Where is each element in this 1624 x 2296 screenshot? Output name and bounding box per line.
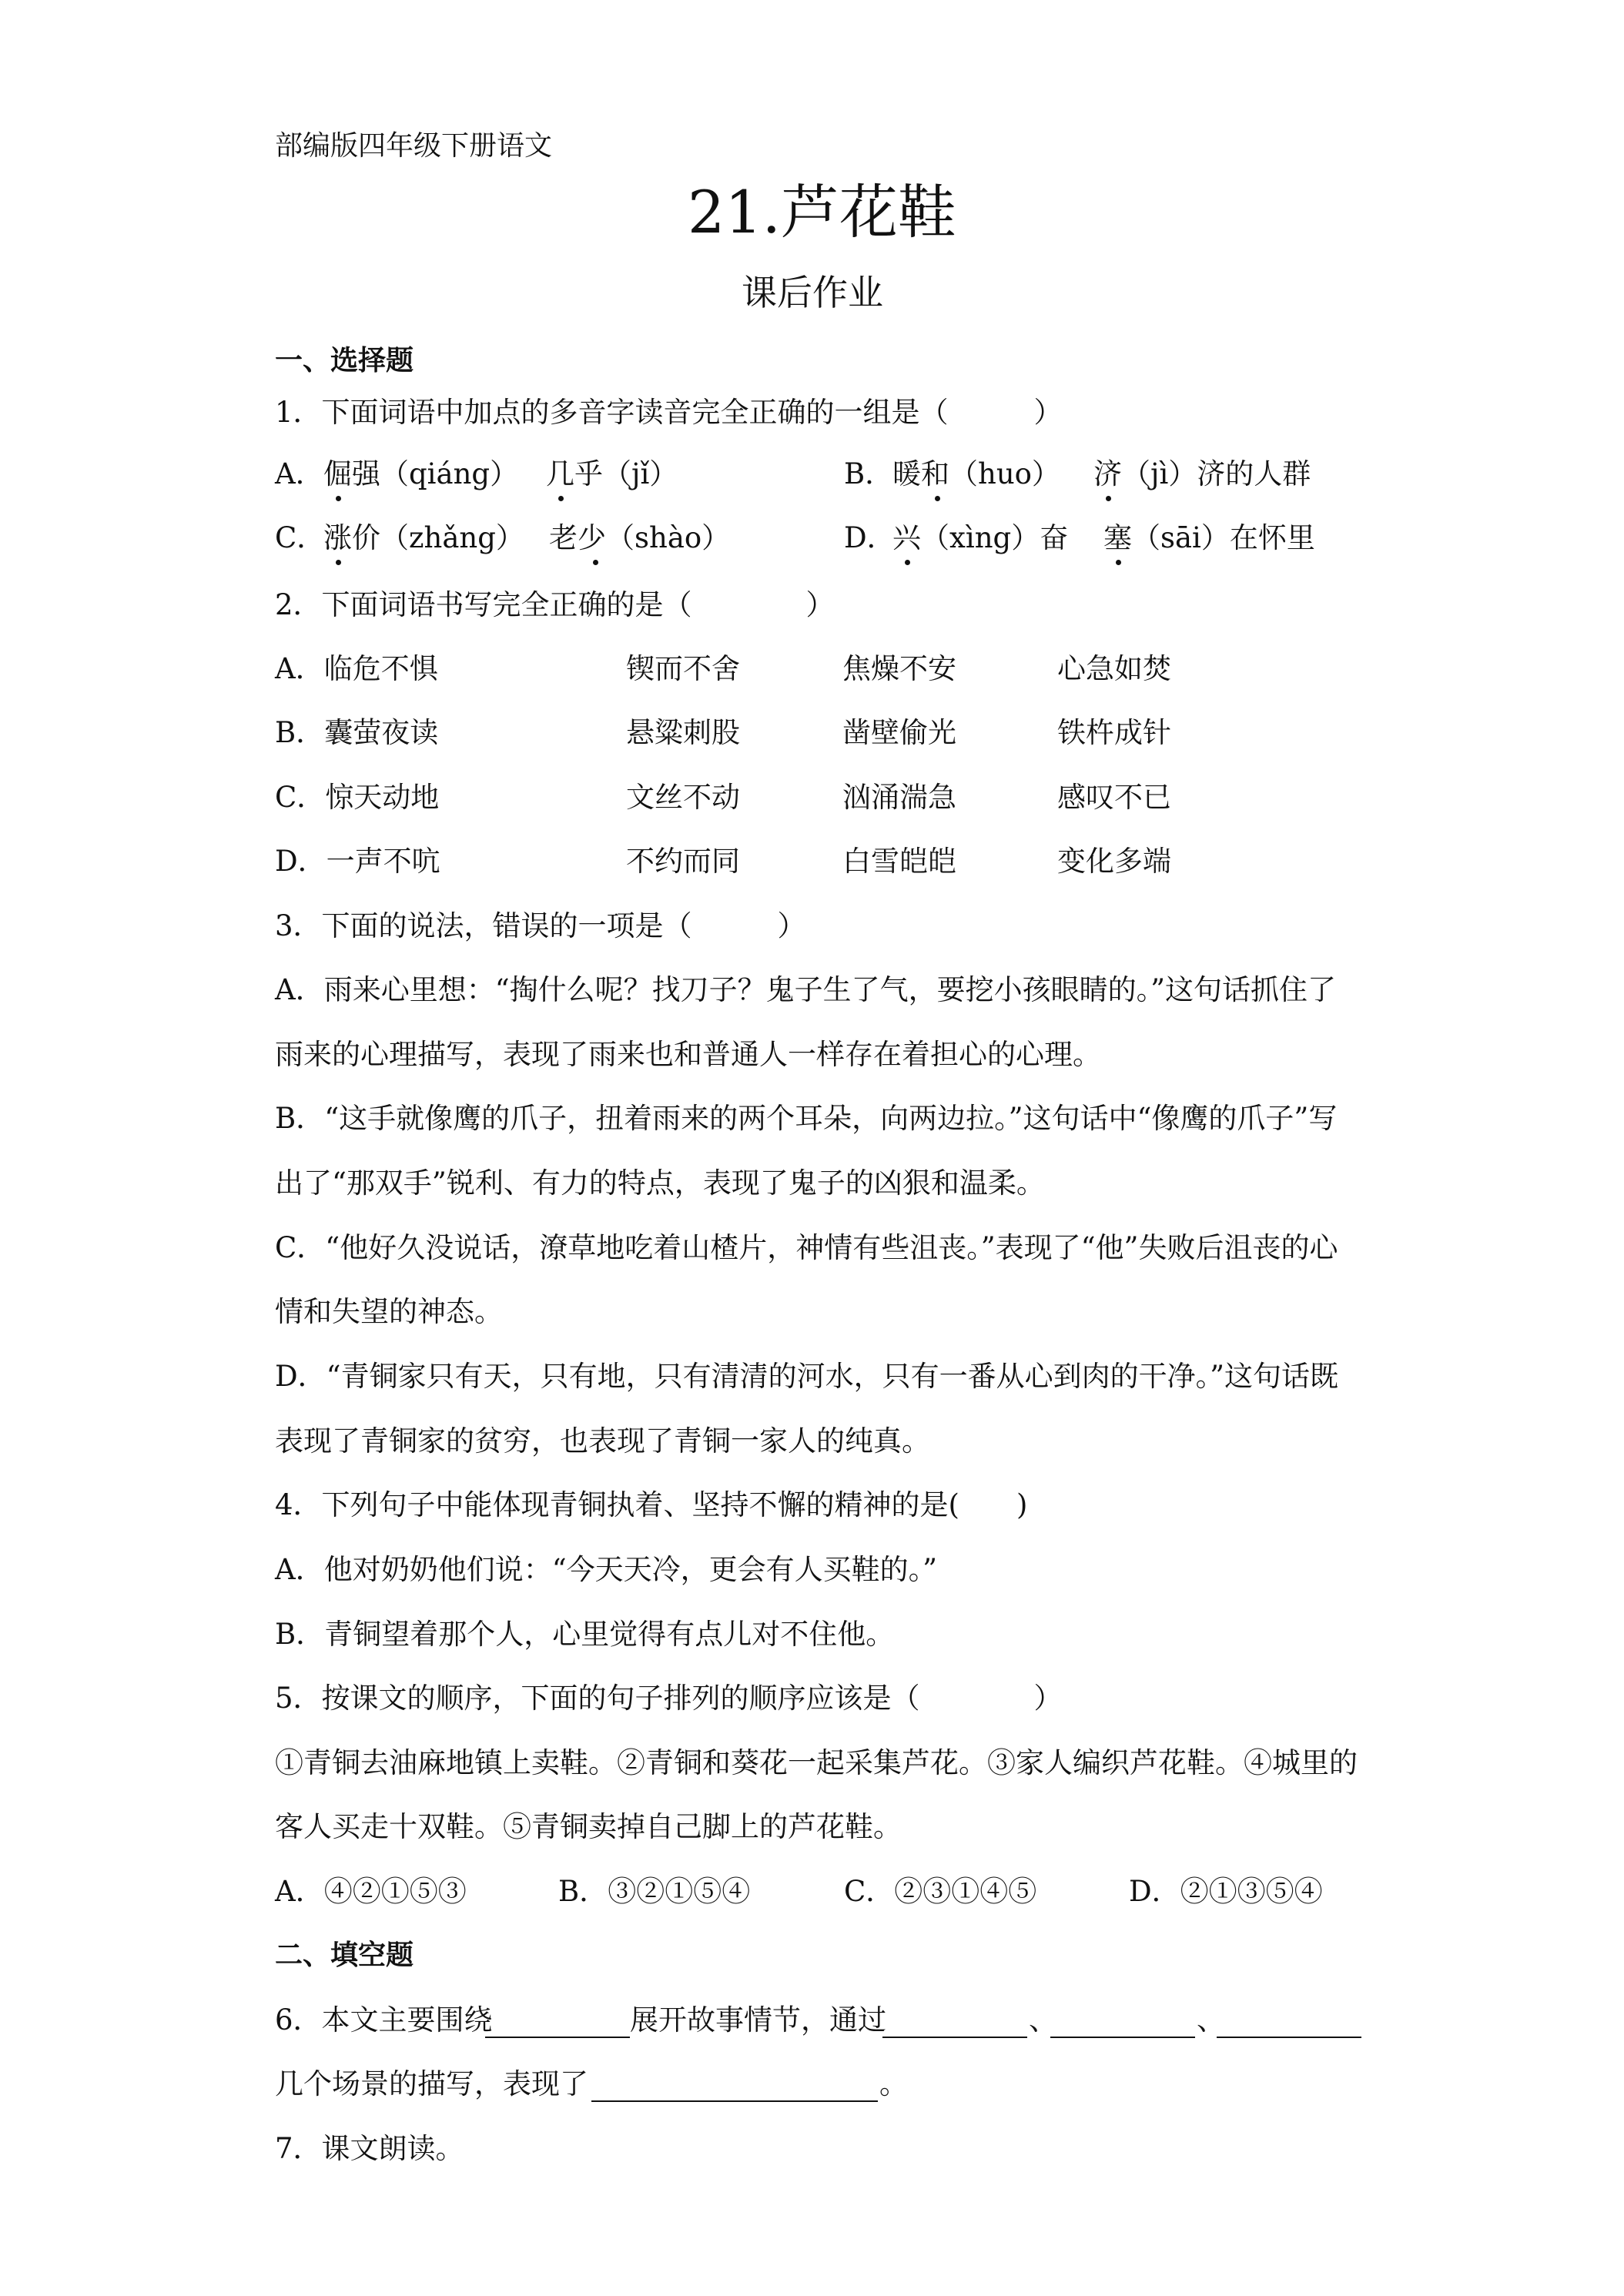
- answer-blank[interactable]: [882, 2037, 1027, 2038]
- q1-option-b-label: B．: [844, 457, 894, 490]
- q2-row-d-col4: 变化多端: [1057, 845, 1171, 878]
- question-7-stem: 7．课文朗读。: [275, 2132, 464, 2165]
- q5-sentence-line: ①青铜去油麻地镇上卖鞋。②青铜和葵花一起采集芦花。③家人编织芦花鞋。④城里的: [275, 1746, 1358, 1779]
- question-2-stem: 2．下面词语书写完全正确的是（ ）: [275, 588, 835, 621]
- q3-line: B．“这手就像鹰的爪子，扭着雨来的两个耳朵，向两边拉。”这句话中“像鹰的爪子”写: [275, 1102, 1338, 1135]
- question-6-text: 几个场景的描写，表现了: [275, 2067, 588, 2100]
- q2-row-a-col2: 锲而不舍: [626, 652, 740, 685]
- emphasis-dot: [593, 560, 598, 565]
- q5-sentence-line: 客人买走十双鞋。⑤青铜卖掉自己脚上的芦花鞋。: [275, 1810, 902, 1843]
- q5-option-d: D．②①③⑤④: [1129, 1875, 1323, 1908]
- q3-line: C．“他好久没说话，潦草地吃着山楂片，神情有些沮丧。”表现了“他”失败后沮丧的心: [275, 1231, 1338, 1264]
- q1-option-c-label: C．: [275, 521, 326, 554]
- emphasis-dot: [905, 560, 910, 565]
- q2-row-d-col1: D．一声不吭: [275, 845, 440, 878]
- q2-row-b-col3: 凿壁偷光: [842, 716, 956, 749]
- q3-line: 表现了青铜家的贫穷，也表现了青铜一家人的纯真。: [275, 1424, 930, 1458]
- series-header: 部编版四年级下册语文: [275, 130, 553, 162]
- q2-row-d-col3: 白雪皑皑: [842, 845, 956, 878]
- q2-row-c-col4: 感叹不已: [1057, 781, 1171, 814]
- section-heading-choice: 一、选择题: [275, 344, 414, 377]
- answer-blank[interactable]: [485, 2037, 630, 2038]
- q4-option-a: A．他对奶奶他们说：“今天天冷，更会有人买鞋的。”: [275, 1553, 938, 1586]
- q4-option-b: B．青铜望着那个人，心里觉得有点儿对不住他。: [275, 1618, 895, 1651]
- q2-row-b-col4: 铁杵成针: [1057, 716, 1171, 749]
- q1-option-a-label: A．: [275, 457, 324, 490]
- answer-blank[interactable]: [591, 2100, 878, 2102]
- answer-blank[interactable]: [1050, 2037, 1195, 2038]
- q2-row-c-col2: 文丝不动: [626, 781, 740, 814]
- q2-row-b-col1: B．囊萤夜读: [275, 716, 439, 749]
- emphasis-dot: [1116, 560, 1121, 565]
- q1-option-d-label: D．: [844, 521, 896, 554]
- emphasis-dot: [558, 496, 564, 501]
- page-title: 21.芦花鞋: [688, 178, 956, 246]
- q3-line: 情和失望的神态。: [275, 1295, 503, 1328]
- emphasis-dot: [935, 496, 940, 501]
- emphasis-dot: [1106, 496, 1111, 501]
- q1-option-b-word1: 暖和（huo）: [892, 457, 1060, 490]
- question-6-text: 6．本文主要围绕: [275, 2003, 493, 2037]
- q3-line: D．“青铜家只有天，只有地，只有清清的河水，只有一番从心到肉的干净。”这句话既: [275, 1360, 1338, 1393]
- question-6-text: 展开故事情节，通过: [630, 2003, 886, 2037]
- q3-line: 出了“那双手”锐利、有力的特点，表现了鬼子的凶狠和温柔。: [275, 1166, 1045, 1200]
- q1-option-d-word2: 塞（sāi）在怀里: [1103, 521, 1315, 554]
- q1-option-c-word1: 涨价（zhǎng）: [323, 521, 524, 554]
- q2-row-a-col3: 焦燥不安: [842, 652, 956, 685]
- q1-option-a-word1: 倔强（qiáng）: [323, 457, 519, 490]
- q1-option-a-word2: 几乎（jǐ）: [546, 457, 678, 490]
- question-6-separator: 、: [1197, 2003, 1225, 2037]
- q2-row-c-col3: 汹涌湍急: [842, 781, 956, 814]
- question-6-separator: 、: [1029, 2003, 1057, 2037]
- q1-option-c-word2: 老少（shào）: [549, 521, 731, 554]
- q5-option-c: C．②③①④⑤: [844, 1875, 1037, 1908]
- q3-line: A．雨来心里想：“掏什么呢？找刀子？鬼子生了气，要挖小孩眼睛的。”这句话抓住了: [275, 973, 1337, 1006]
- question-4-stem: 4．下列句子中能体现青铜执着、坚持不懈的精神的是( ): [275, 1488, 1028, 1521]
- question-3-stem: 3．下面的说法，错误的一项是（ ）: [275, 909, 806, 942]
- q2-row-a-col4: 心急如焚: [1057, 652, 1171, 685]
- section-heading-fill: 二、填空题: [275, 1939, 414, 1971]
- emphasis-dot: [336, 496, 341, 501]
- q5-option-b: B．③②①⑤④: [558, 1875, 751, 1908]
- q5-option-a: A．④②①⑤③: [275, 1875, 467, 1908]
- q3-line: 雨来的心理描写，表现了雨来也和普通人一样存在着担心的心理。: [275, 1038, 1101, 1071]
- answer-blank[interactable]: [1217, 2037, 1361, 2038]
- q2-row-d-col2: 不约而同: [626, 845, 740, 878]
- q1-option-d-word1: 兴（xìng）奋: [892, 521, 1069, 554]
- q1-option-b-word2: 济（jì）济的人群: [1093, 457, 1311, 490]
- question-5-stem: 5．按课文的顺序，下面的句子排列的顺序应该是（ ）: [275, 1682, 1063, 1715]
- emphasis-dot: [336, 560, 341, 565]
- question-1-stem: 1．下面词语中加点的多音字读音完全正确的一组是（ ）: [275, 396, 1063, 429]
- page-subtitle: 课后作业: [742, 272, 883, 313]
- q2-row-b-col2: 悬粱刺股: [626, 716, 740, 749]
- q2-row-c-col1: C．惊天动地: [275, 781, 440, 814]
- question-6-text: 。: [879, 2067, 908, 2100]
- q2-row-a-col1: A．临危不惧: [275, 652, 438, 685]
